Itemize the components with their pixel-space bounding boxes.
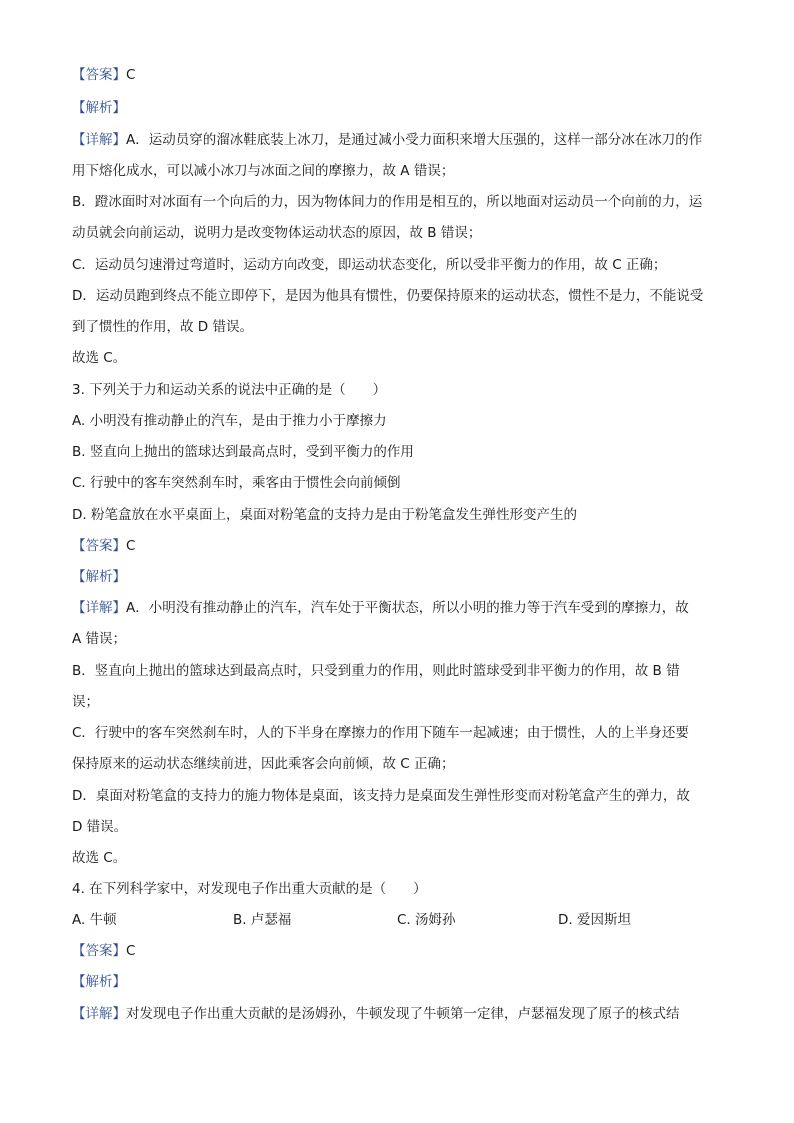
q3-detail-line-2: A 错误；: [72, 631, 127, 647]
q3-answer-value: C: [126, 538, 136, 554]
q3-detail-line-8: D 错误。: [72, 819, 128, 835]
q3-detail-text: A．小明没有推动静止的汽车，汽车处于平衡状态，所以小明的推力等于汽车受到的摩擦力，故: [126, 600, 689, 616]
q3-detail-line-7: D．桌面对粉笔盒的支持力的施力物体是桌面，该支持力是桌面发生弹性形变而对粉笔盒产生的弹力，故: [72, 788, 690, 804]
q2-answer: [72, 66, 135, 84]
q2-detail-line-2: 用下熔化成水，可以减小冰刀与冰面之间的摩擦力，故 A 错误；: [72, 163, 455, 179]
q3-detail-line-6: 保持原来的运动状态继续前进，因此乘客会向前倾，故 C 正确；: [72, 756, 455, 772]
q2-answer-value: C: [126, 67, 136, 83]
q2-answer-label: 【答案】: [72, 67, 126, 83]
q3-detail-line-4: 误；: [72, 694, 99, 710]
q4-stem: 4. 在下列科学家中，对发现电子作出重大贡献的是（ ）: [72, 881, 427, 897]
q4-option-b: B. 卢瑟福: [233, 912, 292, 928]
q4-option-d: D. 爱因斯坦: [558, 912, 631, 928]
q3-answer: [72, 537, 135, 555]
q3-conclusion: 故选 C。: [72, 850, 127, 866]
q4-detail-line-1: [72, 1005, 680, 1023]
q3-detail-line-5: C．行驶中的客车突然刹车时，人的下半身在摩擦力的作用下随车一起减速；由于惯性，人的上半身还要: [72, 725, 689, 741]
q3-analysis-label: 【解析】: [72, 569, 126, 585]
q4-detail-label: 【详解】: [72, 1006, 126, 1022]
q2-detail-line-1: [72, 131, 702, 149]
q3-stem: 3. 下列关于力和运动关系的说法中正确的是（ ）: [72, 382, 387, 398]
q3-detail-line-1: [72, 599, 689, 617]
q4-answer-label: 【答案】: [72, 943, 126, 959]
q3-detail-line-3: B．竖直向上抛出的篮球达到最高点时，只受到重力的作用，则此时篮球受到非平衡力的作用，故 B 错: [72, 663, 680, 679]
q2-detail-line-4: 动员就会向前运动，说明力是改变物体运动状态的原因，故 B 错误；: [72, 225, 482, 241]
q2-detail-line-6: D．运动员跑到终点不能立即停下，是因为他具有惯性，仍要保持原来的运动状态，惯性不是力，不能说受: [72, 288, 704, 304]
q2-conclusion: 故选 C。: [72, 350, 127, 366]
q3-option-b: B. 竖直向上抛出的篮球达到最高点时，受到平衡力的作用: [72, 444, 414, 460]
q4-option-a: A. 牛顿: [72, 912, 117, 928]
q2-detail-line-3: B．蹬冰面时对冰面有一个向后的力，因为物体间力的作用是相互的，所以地面对运动员一个向前的力，运: [72, 194, 703, 210]
q2-detail-label: 【详解】: [72, 132, 126, 148]
q2-detail-line-5: C．运动员匀速滑过弯道时，运动方向改变，即运动状态变化，所以受非平衡力的作用，故 C 正确；: [72, 257, 667, 273]
q3-answer-label: 【答案】: [72, 538, 126, 554]
q3-option-c: C. 行驶中的客车突然刹车时，乘客由于惯性会向前倾倒: [72, 475, 401, 491]
q2-analysis-label: 【解析】: [72, 100, 126, 116]
q3-detail-label: 【详解】: [72, 600, 126, 616]
q4-answer-value: C: [126, 943, 136, 959]
q4-answer: [72, 942, 135, 960]
q4-detail-text: 对发现电子作出重大贡献的是汤姆孙，牛顿发现了牛顿第一定律，卢瑟福发现了原子的核式结: [126, 1006, 680, 1022]
q2-detail-text: A．运动员穿的溜冰鞋底装上冰刀，是通过减小受力面积来增大压强的，这样一部分冰在冰刀的作: [126, 132, 703, 148]
q4-option-c: C. 汤姆孙: [397, 912, 456, 928]
q4-analysis-label: 【解析】: [72, 974, 126, 990]
q3-option-d: D. 粉笔盒放在水平桌面上，桌面对粉笔盒的支持力是由于粉笔盒发生弹性形变产生的: [72, 507, 577, 523]
q2-detail-line-7: 到了惯性的作用，故 D 错误。: [72, 319, 253, 335]
q3-option-a: A. 小明没有推动静止的汽车，是由于推力小于摩擦力: [72, 413, 387, 429]
